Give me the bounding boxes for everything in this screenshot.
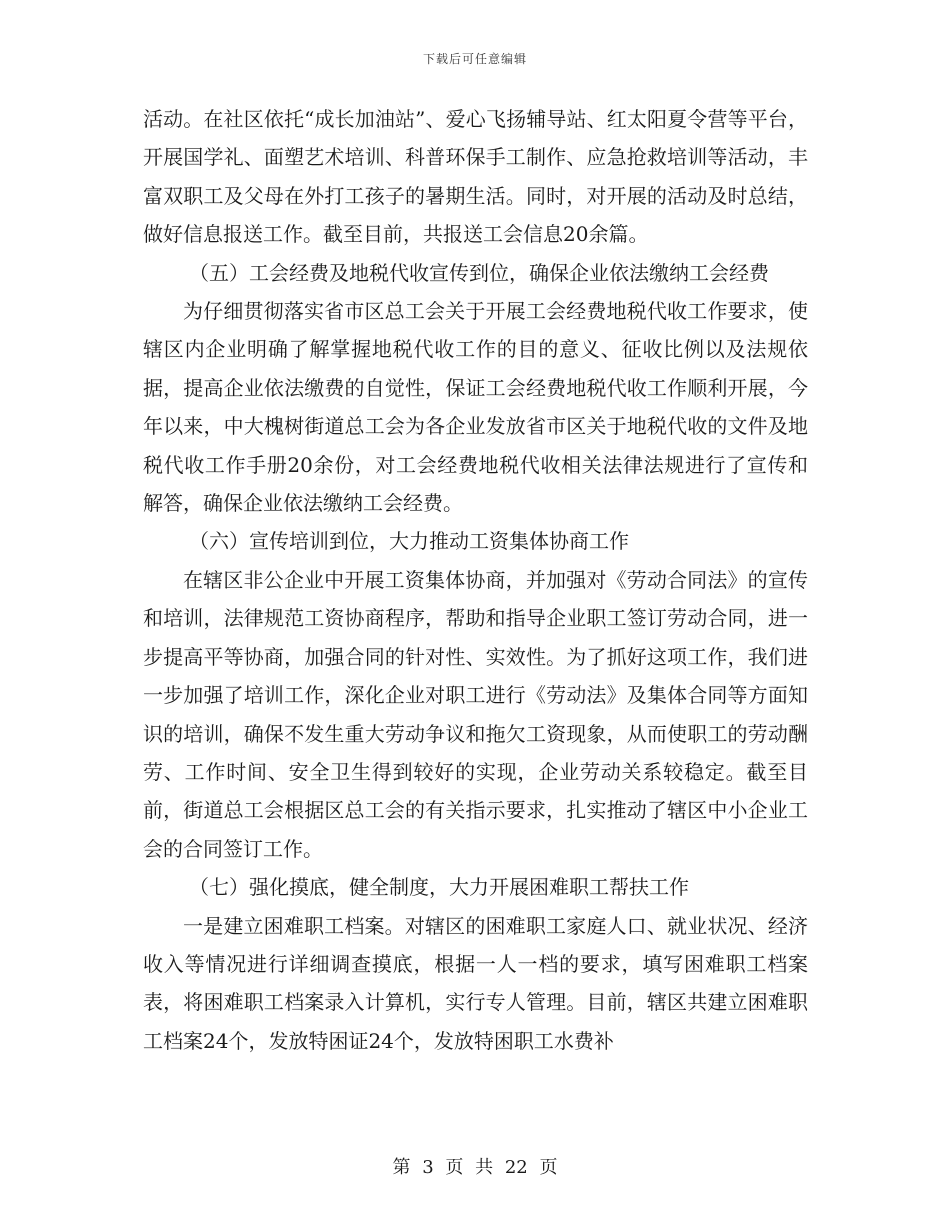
paragraph-wage-negotiation: 在辖区非公企业中开展工资集体协商，并加强对《劳动合同法》的宣传和培训，法律规范工资协商程序，帮助和指导企业职工签订劳动合同，进一步提高平等协商，加强合同的针对性、实效性。为了抓好这项工作，我们进一步加强了培训工作，深化企业对职工进行《劳动法》及集体合同等方面知识的培训，确保不发生重大劳动争议和拖欠工资现象，从而使职工的劳动酬劳、工作时间、安全卫生得到较好的实现，企业劳动关系较稳定。截至目前，街道总工会根据区总工会的有关指示要求，扎实推动了辖区中小企业工会的合同签订工作。 xyxy=(143,567,808,861)
paragraph-hardship-support: 一是建立困难职工档案。对辖区的困难职工家庭人口、就业状况、经济收入等情况进行详细调查摸底，根据一人一档的要求，填写困难职工档案表，将困难职工档案录入计算机，实行专人管理。目前，辖区共建立困难职工档案24个，发放特困证24个，发放特困职工水费补 xyxy=(143,913,808,1053)
document-body xyxy=(143,100,808,1060)
paragraph-tax-collection: 为仔细贯彻落实省市区总工会关于开展工会经费地税代收工作要求，使辖区内企业明确了解掌握地税代收工作的目的意义、征收比例以及法规依据，提高企业依法缴费的自觉性，保证工会经费地税代收工作顺利开展，今年以来，中大槐树街道总工会为各企业发放省市区关于地税代收的文件及地税代收工作手册20余份，对工会经费地税代收相关法律法规进行了宣传和解答，确保企业依法缴纳工会经费。 xyxy=(143,299,808,516)
section-heading-7: （七）强化摸底，健全制度，大力开展困难职工帮扶工作 xyxy=(189,875,689,900)
paragraph-continuation: 活动。在社区依托“成长加油站”、爱心飞扬辅导站、红太阳夏令营等平台，开展国学礼、面塑艺术培训、科普环保手工制作、应急抢救培训等活动，丰富双职工及父母在外打工孩子的暑期生活。同时，对开展的活动及时总结，做好信息报送工作。截至目前，共报送工会信息20余篇。 xyxy=(143,107,808,247)
page-number-footer: 第 3 页 共 22 页 xyxy=(392,1157,558,1178)
page-header-note: 下载后可任意编辑 xyxy=(422,52,527,66)
section-heading-5: （五）工会经费及地税代收宣传到位，确保企业依法缴纳工会经费 xyxy=(189,260,769,285)
section-heading-6: （六）宣传培训到位，大力推动工资集体协商工作 xyxy=(189,529,629,554)
